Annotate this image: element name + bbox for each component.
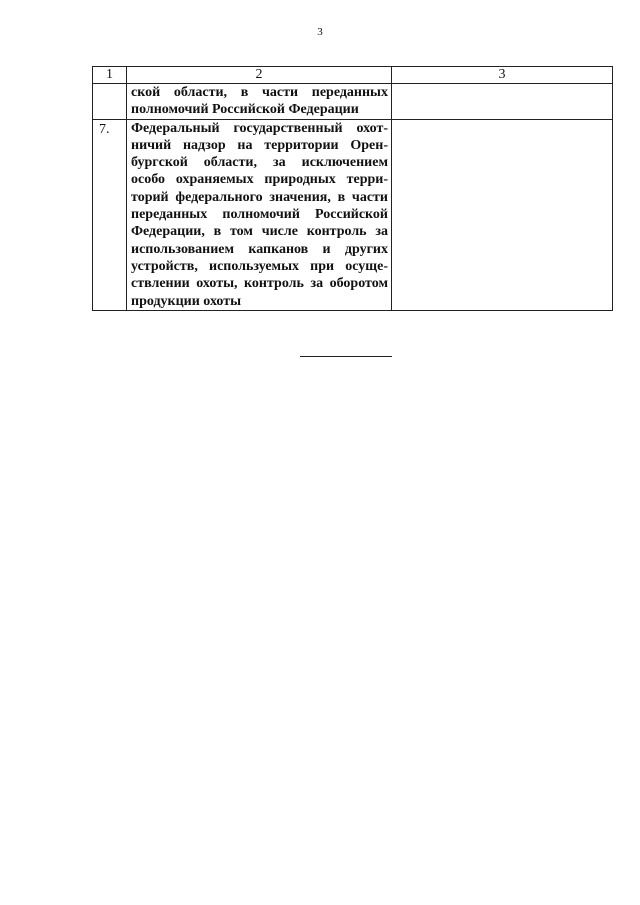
header-cell-1: 1 — [93, 67, 127, 84]
text-line: переданных полномочий Российской — [131, 207, 388, 223]
header-cell-3: 3 — [392, 67, 613, 84]
text-line: полномочий Российской Федерации — [131, 102, 359, 118]
header-cell-2: 2 — [127, 67, 392, 84]
text-line: продукции охоты — [131, 293, 242, 309]
text-line: Федерации, в том числе контроль за — [131, 224, 388, 240]
row-text-cell — [127, 84, 392, 120]
text-line: особо охраняемых природных терри- — [131, 172, 388, 188]
text-line: бургской области, за исключением — [131, 155, 388, 171]
table-row — [93, 119, 613, 310]
document-table — [92, 66, 613, 311]
table-row — [93, 84, 613, 120]
end-of-document-rule — [300, 356, 392, 357]
text-line: ствлении охоты, контроль за оборотом — [131, 276, 388, 292]
row-number-cell — [93, 84, 127, 120]
row-text-cell — [127, 119, 392, 310]
table-header-row — [93, 67, 613, 84]
text-line: использованием капканов и других — [131, 241, 388, 257]
text-line: ничий надзор на территории Орен- — [131, 137, 388, 153]
text-line: ской области, в части переданных — [131, 85, 388, 100]
text-line: торий федерального значения, в части — [131, 189, 388, 205]
row-empty-cell — [392, 84, 613, 120]
page-number: 3 — [317, 26, 323, 38]
text-line: устройств, используемых при осуще- — [131, 258, 388, 274]
row-number-cell: 7. — [93, 119, 127, 310]
text-line: Федеральный государственный охот- — [131, 120, 388, 136]
row-empty-cell — [392, 119, 613, 310]
